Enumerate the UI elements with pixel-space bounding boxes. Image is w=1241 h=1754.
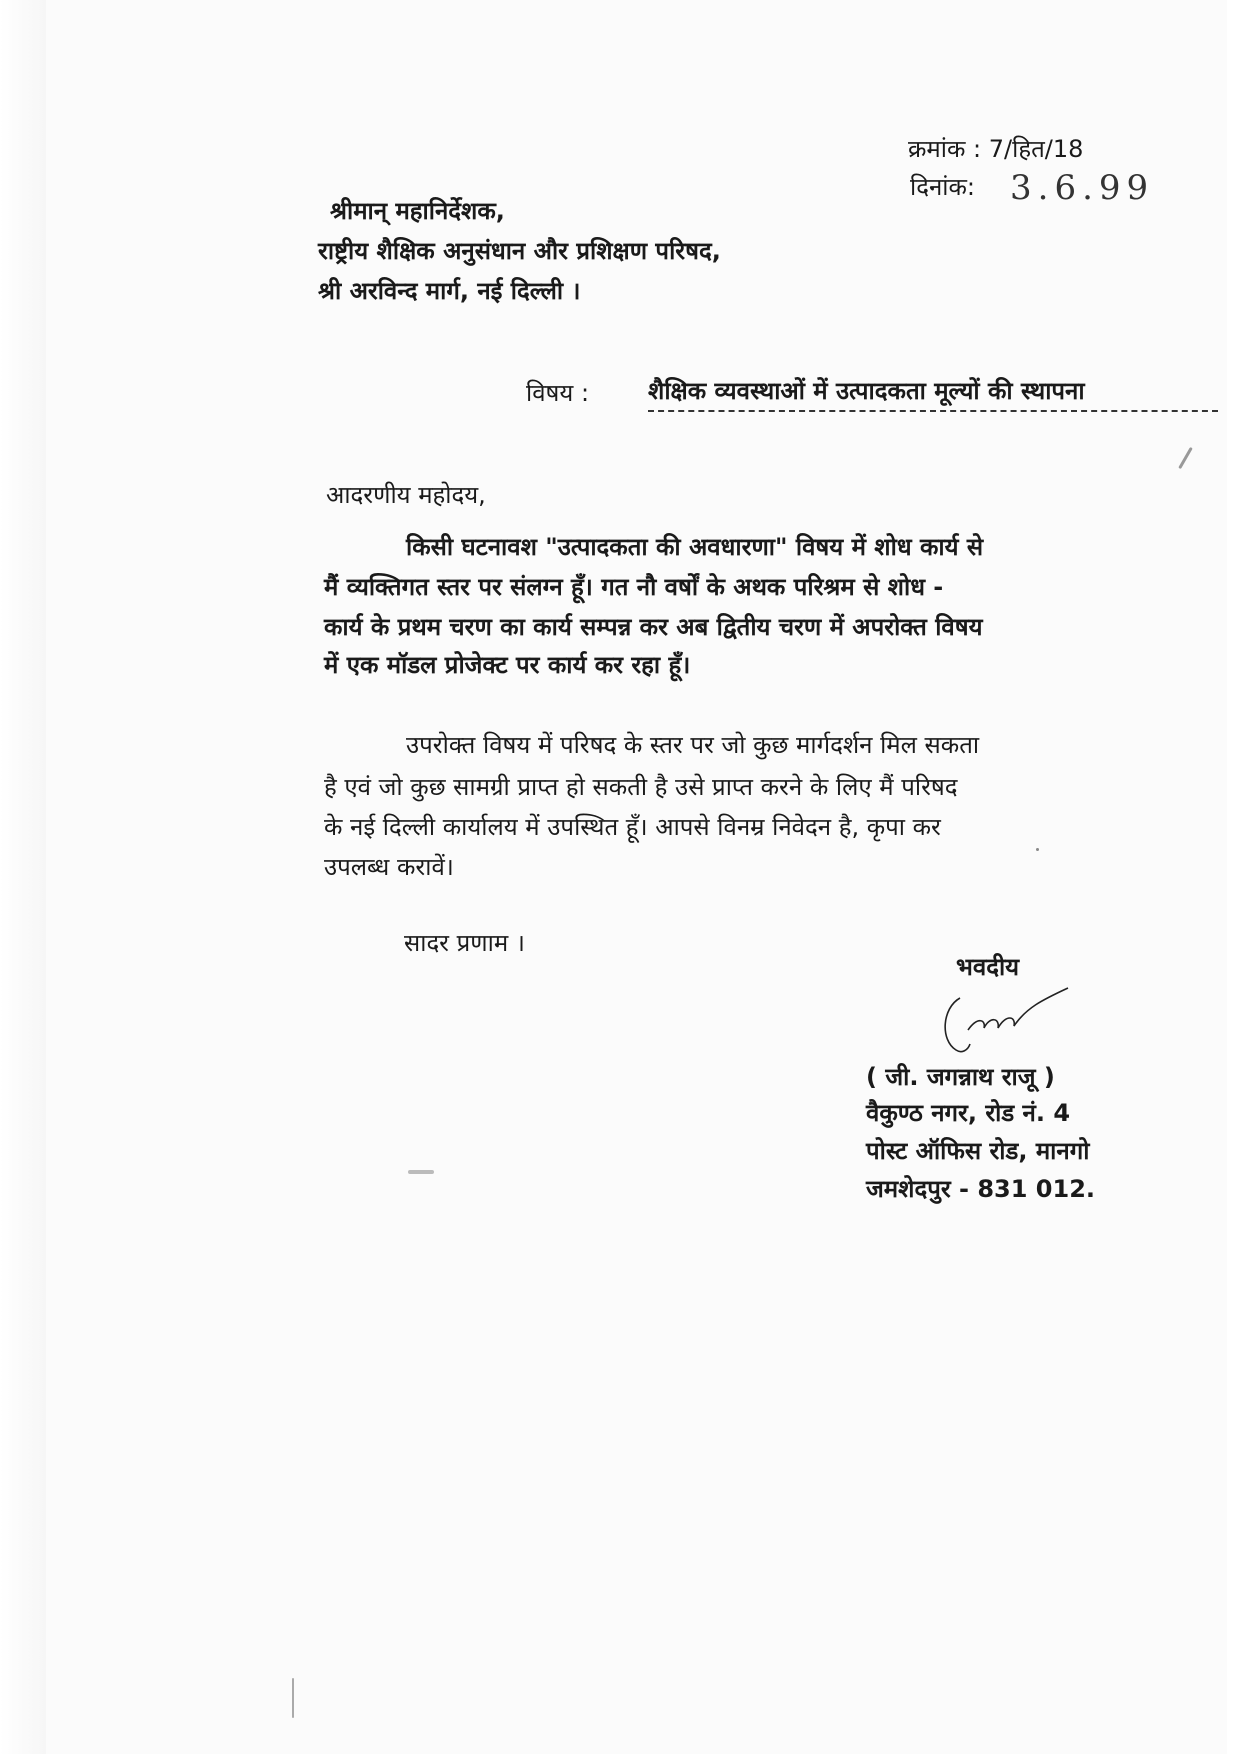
subject-underline (648, 410, 1218, 412)
paragraph1-line-1: किसी घटनावश "उत्पादकता की अवधारणा" विषय में शोध कार्य से (406, 533, 984, 561)
closing: सादर प्रणाम । (404, 929, 525, 957)
paragraph2-line-2: है एवं जो कुछ सामग्री प्राप्त हो सकती है उसे प्राप्त करने के लिए मैं परिषद (324, 773, 958, 801)
paragraph1-line-3: कार्य के प्रथम चरण का कार्य सम्पन्न कर अब द्वितीय चरण में अपरोक्त विषय (324, 613, 983, 641)
paragraph1-line-2: मैं व्यक्तिगत स्तर पर संलग्न हूँ। गत नौ वर्षों के अथक परिश्रम से शोध - (324, 573, 944, 601)
subject-text: शैक्षिक व्यवस्थाओं में उत्पादकता मूल्यों की स्थापना (648, 377, 1085, 405)
sender-address-line-2: पोस्ट ऑफिस रोड, मानगो (866, 1137, 1090, 1165)
scan-edge-left (0, 0, 46, 1754)
signature (930, 978, 1070, 1068)
paragraph2-line-4: उपलब्ध करावें। (324, 853, 454, 881)
paragraph1-line-4: में एक मॉडल प्रोजेक्ट पर कार्य कर रहा हूँ। (324, 651, 691, 679)
addressee-line-2: राष्ट्रीय शैक्षिक अनुसंधान और प्रशिक्षण परिषद, (318, 237, 721, 265)
sender-address-line-3: जमशेदपुर - 831 012. (866, 1175, 1096, 1203)
subject-label: विषय : (526, 379, 590, 407)
addressee-line-1: श्रीमान् महानिर्देशक, (330, 197, 505, 225)
salutation: आदरणीय महोदय, (326, 481, 486, 509)
paragraph2-line-3: के नई दिल्ली कार्यालय में उपस्थित हूँ। आपसे विनम्र निवेदन है, कृपा कर (324, 813, 941, 841)
sender-address-line-1: वैकुण्ठ नगर, रोड नं. 4 (866, 1099, 1071, 1127)
sender-name: ( जी. जगन्नाथ राजू ) (866, 1063, 1055, 1091)
valediction: भवदीय (956, 953, 1020, 981)
scan-edge-right (1227, 0, 1241, 1754)
addressee-line-3: श्री अरविन्द मार्ग, नई दिल्ली । (318, 277, 581, 305)
reference-number: क्रमांक : 7/हित/18 (908, 135, 1084, 163)
paragraph2-line-1: उपरोक्त विषय में परिषद के स्तर पर जो कुछ मार्गदर्शन मिल सकता (406, 731, 980, 759)
date-label: दिनांक: (910, 173, 976, 201)
date-value: 3.6.99 (1010, 168, 1155, 208)
